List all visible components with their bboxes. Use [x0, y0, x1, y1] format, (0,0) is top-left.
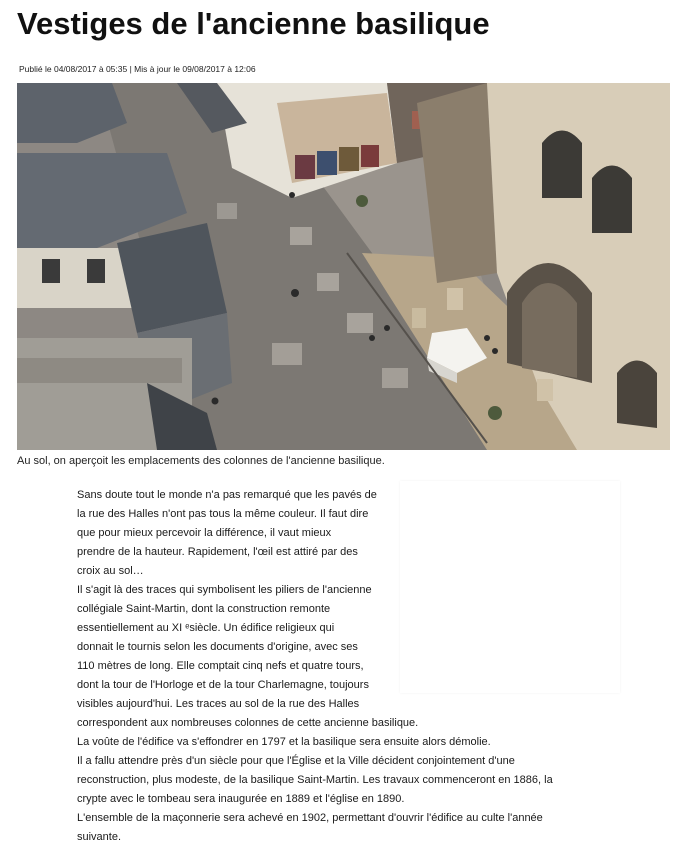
article-body: [77, 486, 617, 847]
body-line: 110 mètres de long. Elle comptait cinq nefs et quatre tours,: [77, 660, 364, 672]
body-line: la rue des Halles n'ont pas tous la même couleur. Il faut dire: [77, 508, 369, 520]
publication-meta: Publié le 04/08/2017 à 05:35 | Mis à jour le 09/08/2017 à 12:06: [19, 64, 256, 74]
body-line: L'ensemble de la maçonnerie sera achevé en 1902, permettant d'ouvrir l'édifice au culte l'année: [77, 812, 543, 824]
body-line: que pour mieux percevoir la différence, il vaut mieux: [77, 527, 332, 539]
body-line: visibles aujourd'hui. Les traces au sol de la rue des Halles: [77, 698, 360, 710]
body-line: collégiale Saint-Martin, dont la construction remonte: [77, 603, 331, 615]
body-line: crypte avec le tombeau sera inaugurée en 1889 et l'église en 1890.: [77, 793, 405, 805]
body-line: prendre de la hauteur. Rapidement, l'œil est attiré par des: [77, 546, 358, 558]
article-title: Vestiges de l'ancienne basilique: [17, 6, 490, 41]
body-line: dont la tour de l'Horloge et de la tour Charlemagne, toujours: [77, 679, 369, 691]
body-line: La voûte de l'édifice va s'effondrer en 1797 et la basilique sera ensuite alors démolie.: [77, 736, 491, 748]
body-line: essentiellement au XI ᵉsiècle. Un édifice religieux qui: [77, 622, 335, 634]
body-line: Il s'agit là des traces qui symbolisent les piliers de l'ancienne: [77, 584, 372, 596]
aerial-photo: [17, 83, 670, 450]
body-line: correspondent aux nombreuses colonnes de cette ancienne basilique.: [77, 717, 419, 729]
photo-caption: Au sol, on aperçoit les emplacements des colonnes de l'ancienne basilique.: [17, 455, 385, 467]
body-line: suivante.: [77, 831, 122, 843]
body-line: Sans doute tout le monde n'a pas remarqué que les pavés de: [77, 489, 377, 501]
body-line: croix au sol…: [77, 565, 144, 577]
body-line: Il a fallu attendre près d'un siècle pour que l'Église et la Ville décident conjointement d'une: [77, 755, 515, 767]
body-line: donnait le tournis selon les documents d'origine, avec ses: [77, 641, 358, 653]
body-line: reconstruction, plus modeste, de la basilique Saint-Martin. Les travaux commenceront en 1886, la: [77, 774, 553, 786]
